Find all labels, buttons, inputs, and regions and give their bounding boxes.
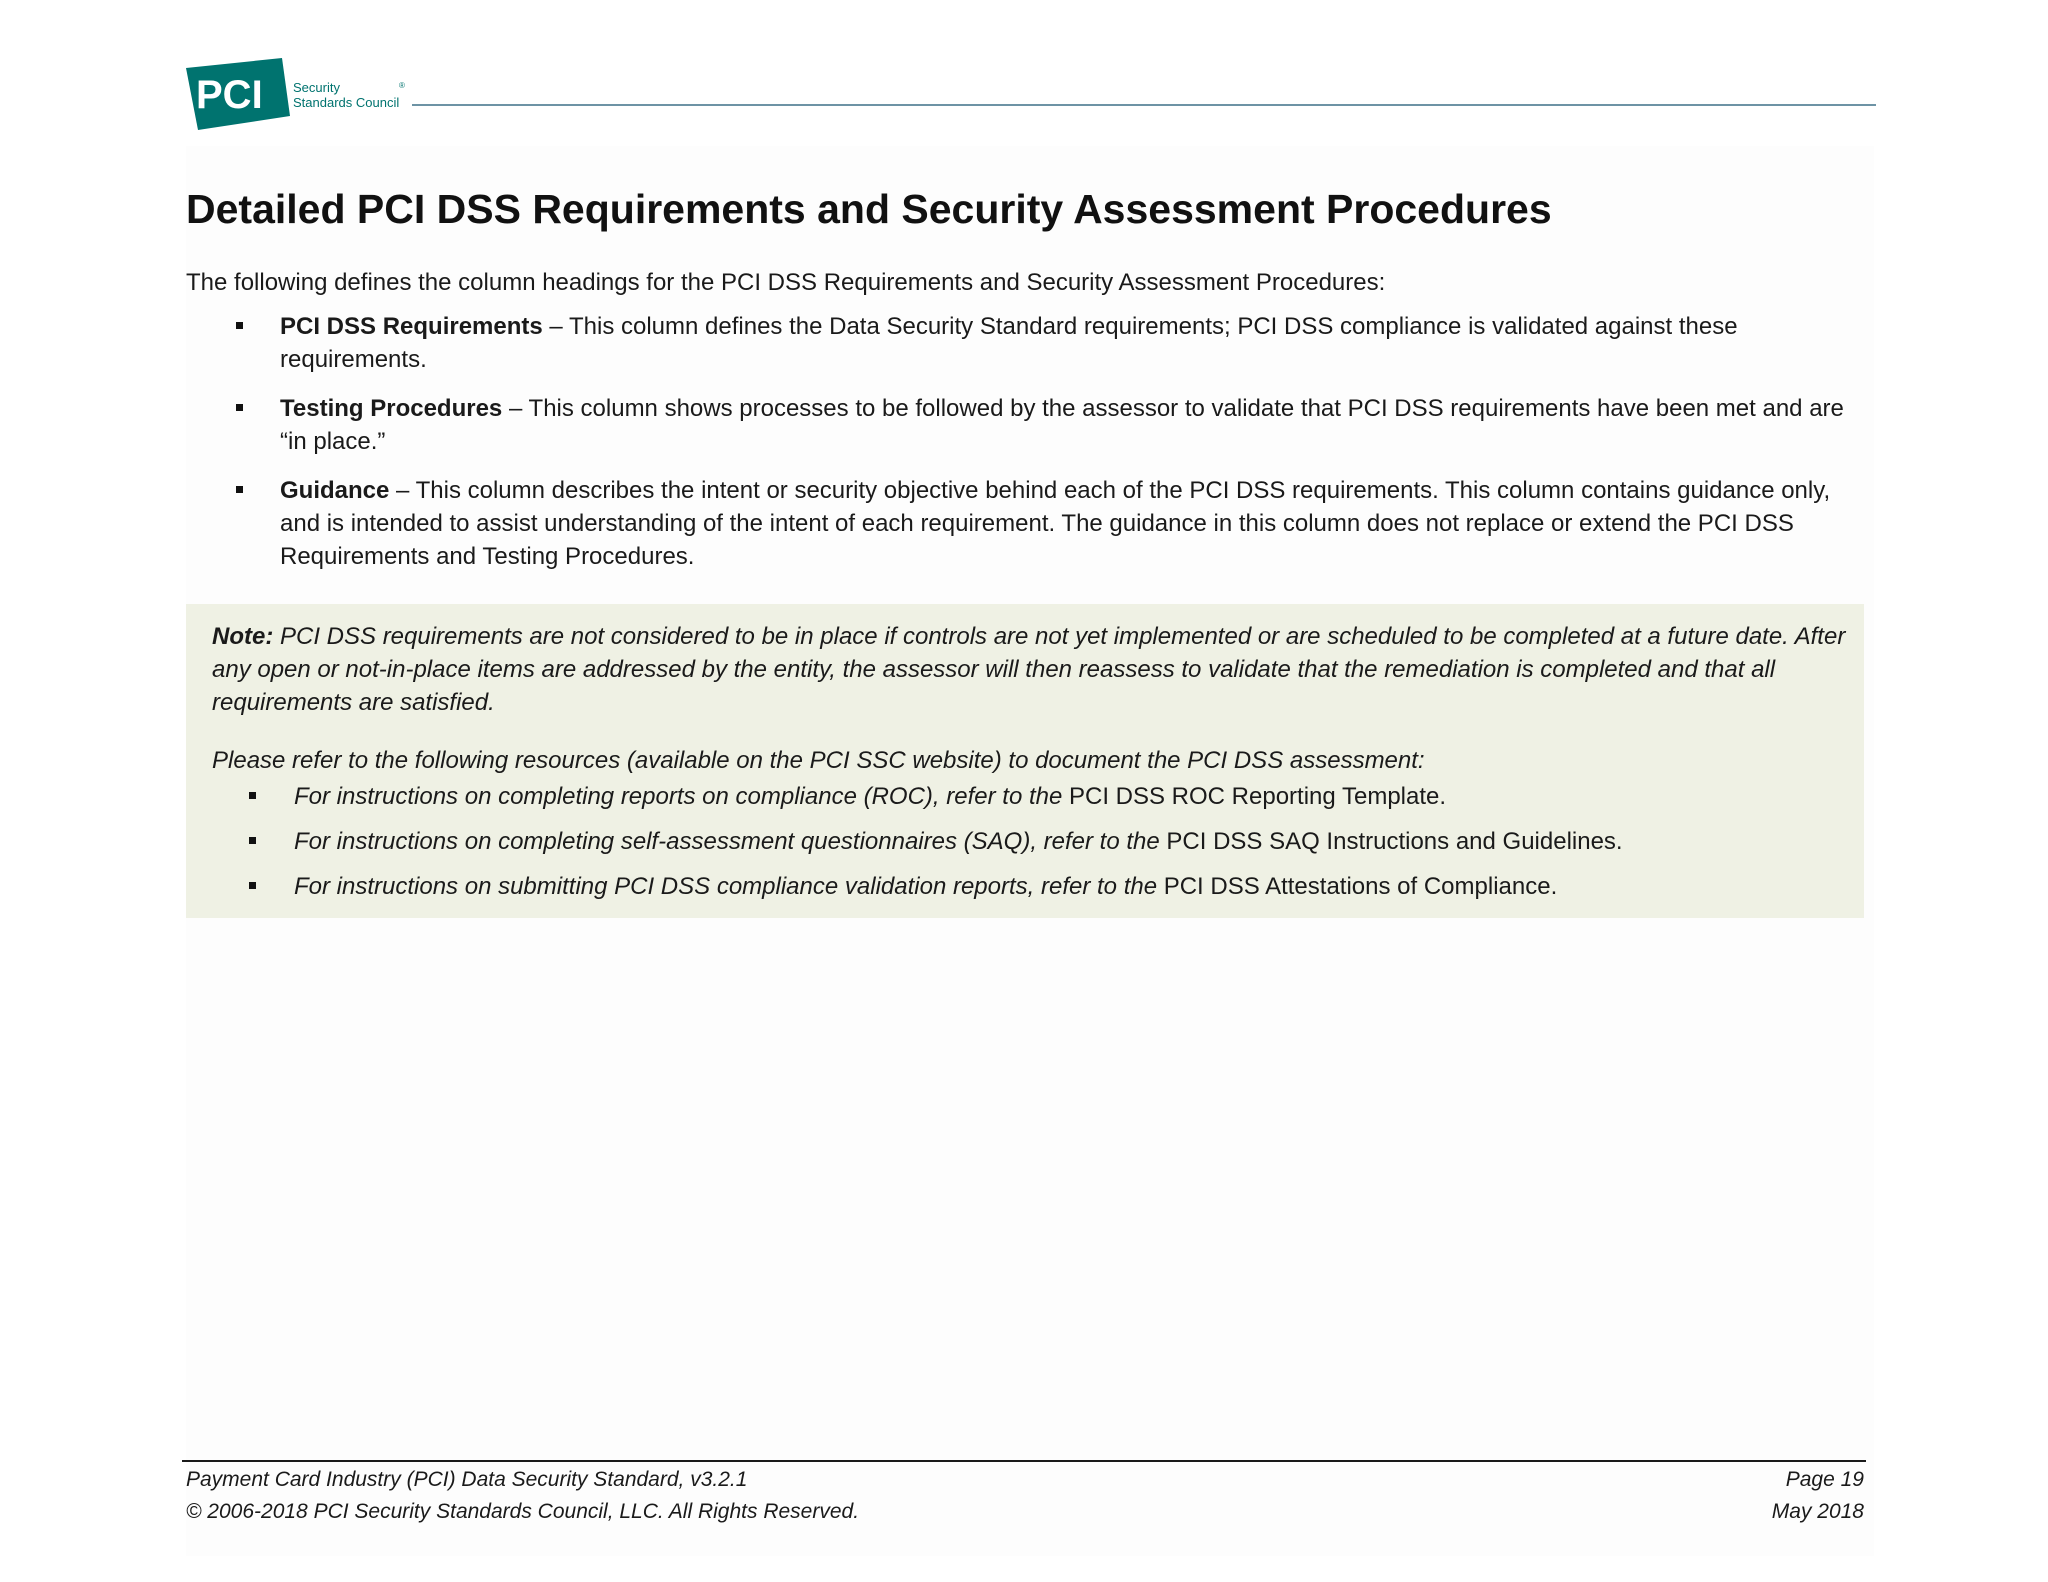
resource-document: PCI DSS Attestations of Compliance. (1163, 873, 1558, 900)
definition-text: – This column defines the Data Security Standard requirements; PCI DSS compliance is validated against these requirements. (280, 313, 1738, 373)
list-item (186, 474, 1876, 573)
note-box (186, 604, 1864, 918)
list-item (186, 310, 1876, 376)
column-definitions-list (186, 310, 1876, 589)
resources-intro: Please refer to the following resources (available on the PCI SSC website) to document the PCI DSS assessment: (212, 747, 1425, 774)
note-label: Note: (212, 623, 274, 650)
list-item (186, 392, 1876, 458)
pci-logo (184, 58, 292, 130)
logo-line-2: Standards Council (293, 95, 400, 110)
bullet-icon (249, 837, 256, 844)
list-item (212, 870, 1852, 903)
definition-term: Guidance (280, 477, 390, 504)
intro-paragraph: The following defines the column headings for the PCI DSS Requirements and Security Assessment Procedures: (186, 269, 1386, 296)
note-text: PCI DSS requirements are not considered to be in place if controls are not yet implemented or are scheduled to be completed at a future date. After any open or not-in-place items are addressed by the entity, the assessor will then reassess to validate that the remediation is completed and that all requirements are satisfied. (212, 623, 1846, 716)
list-item (212, 825, 1852, 858)
definition-term: PCI DSS Requirements (280, 313, 543, 340)
page-title: Detailed PCI DSS Requirements and Security Assessment Procedures (186, 186, 1552, 232)
header-rule (412, 104, 1876, 106)
definition-text: – This column describes the intent or security objective behind each of the PCI DSS requirements. This column contains guidance only, and is intended to assist understanding of the intent of each requirement. The guidance in this column does not replace or extend the PCI DSS Requirements and Testing Procedures. (280, 477, 1831, 570)
note-paragraph (212, 620, 1862, 719)
logo-wordmark (293, 80, 405, 110)
definition-term: Testing Procedures (280, 395, 503, 422)
resource-document: PCI DSS ROC Reporting Template. (1068, 783, 1447, 810)
footer-document-name: Payment Card Industry (PCI) Data Security Standard, v3.2.1 (186, 1468, 748, 1491)
bullet-icon (249, 792, 256, 799)
footer-left (186, 1464, 859, 1528)
logo-mark: PCI (196, 73, 263, 117)
footer-copyright: © 2006-2018 PCI Security Standards Council, LLC. All Rights Reserved. (186, 1500, 860, 1523)
bullet-icon (236, 404, 243, 411)
list-item (212, 780, 1852, 813)
resource-document: PCI DSS SAQ Instructions and Guidelines. (1166, 828, 1623, 855)
footer-right (1772, 1464, 1864, 1528)
definition-text: – This column shows processes to be followed by the assessor to validate that PCI DSS requirements have been met and are “in place.” (280, 395, 1844, 455)
resource-lead: For instructions on completing reports on compliance (ROC), refer to the (294, 783, 1069, 810)
resource-lead: For instructions on completing self-assessment questionnaires (SAQ), refer to the (294, 828, 1167, 855)
bullet-icon (236, 322, 243, 329)
resource-lead: For instructions on submitting PCI DSS compliance validation reports, refer to the (294, 873, 1164, 900)
registered-mark: ® (399, 81, 405, 90)
bullet-icon (249, 882, 256, 889)
bullet-icon (236, 486, 243, 493)
logo-line-1: Security (293, 80, 340, 95)
resources-list (212, 780, 1852, 915)
page-number: Page 19 (1785, 1468, 1864, 1491)
footer-rule (182, 1460, 1866, 1462)
footer-date: May 2018 (1771, 1500, 1864, 1523)
